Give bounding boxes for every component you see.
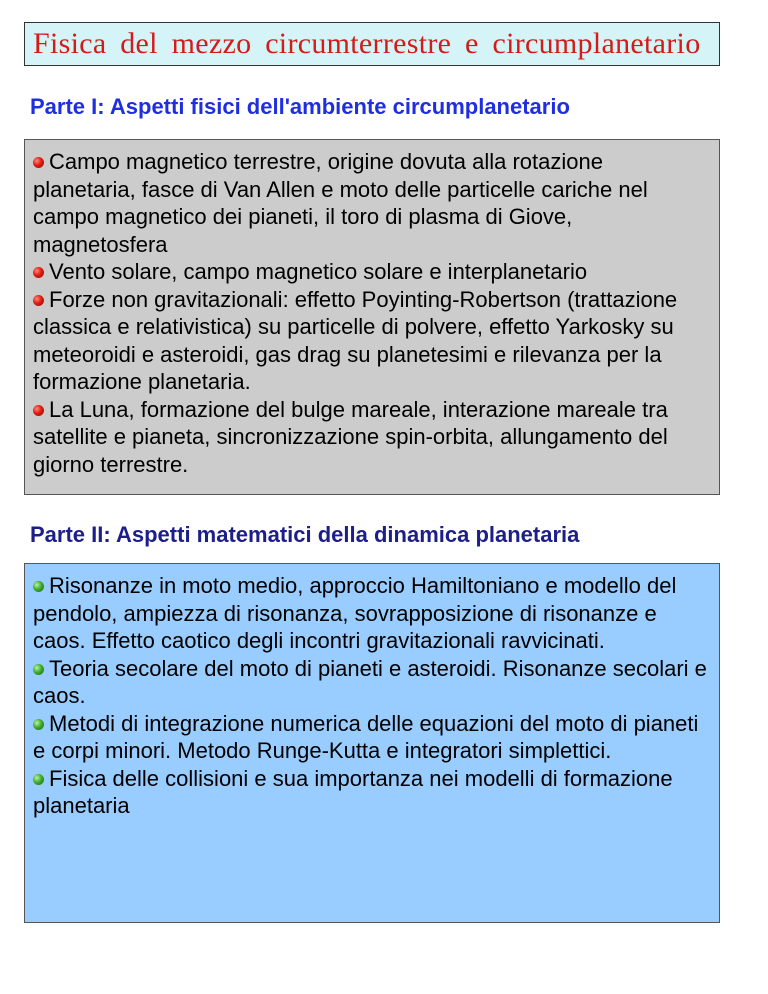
part2-item [33,710,709,765]
part2-item [33,765,709,820]
part1-item [33,286,709,396]
title-box [24,22,720,66]
part2-item-text: Risonanze in moto medio, approccio Hamiltoniano e modello del pendolo, ampiezza di risonanza, sovrapposizione di risonanze e caos. Effetto caotico degli incontri gravitazionali ravvicinati. [33,573,677,653]
part2-item [33,655,709,710]
part1-item-text: La Luna, formazione del bulge mareale, interazione mareale tra satellite e pianeta, sincronizzazione spin-orbita, allungamento del giorno terrestre. [33,396,668,477]
part2-item-text: Metodi di integrazione numerica delle equazioni del moto di pianeti e corpi minori. Metodo Runge-Kutta e integratori simplettici. [33,710,699,763]
part1-item-text: Campo magnetico terrestre, origine dovuta alla rotazione planetaria, fasce di Van Allen e moto delle particelle cariche nel campo magnetico dei pianeti, il toro di plasma di Giove, magnetosfera [33,149,648,257]
part1-item-text: Vento solare, campo magnetico solare e interplanetario [49,259,588,284]
part1-item-text: Forze non gravitazionali: effetto Poyinting-Robertson (trattazione classica e relativistica) su particelle di polvere, effetto Yarkosky su meteoroidi e asteroidi, gas drag su planetesimi e rilevanza per la formazione planetaria. [33,286,678,394]
green-bullet-icon [33,719,44,730]
green-bullet-icon [33,664,44,675]
part2-content-box [24,563,720,923]
part2-item-text: Fisica delle collisioni e sua importanza nei modelli di formazione planetaria [33,765,673,818]
red-bullet-icon [33,405,44,416]
part1-item [33,396,709,479]
page-title: Fisica del mezzo circumterrestre e circumplanetario [33,27,701,60]
red-bullet-icon [33,267,44,278]
green-bullet-icon [33,581,44,592]
green-bullet-icon [33,774,44,785]
part2-item-text: Teoria secolare del moto di pianeti e asteroidi. Risonanze secolari e caos. [33,655,707,708]
part1-heading: Parte I: Aspetti fisici dell'ambiente circumplanetario [30,94,570,119]
part1-item [33,258,709,286]
red-bullet-icon [33,157,44,168]
part1-item [33,148,709,258]
part2-item [33,572,709,655]
part1-content-box [24,139,720,495]
red-bullet-icon [33,295,44,306]
part2-heading: Parte II: Aspetti matematici della dinamica planetaria [30,522,580,547]
